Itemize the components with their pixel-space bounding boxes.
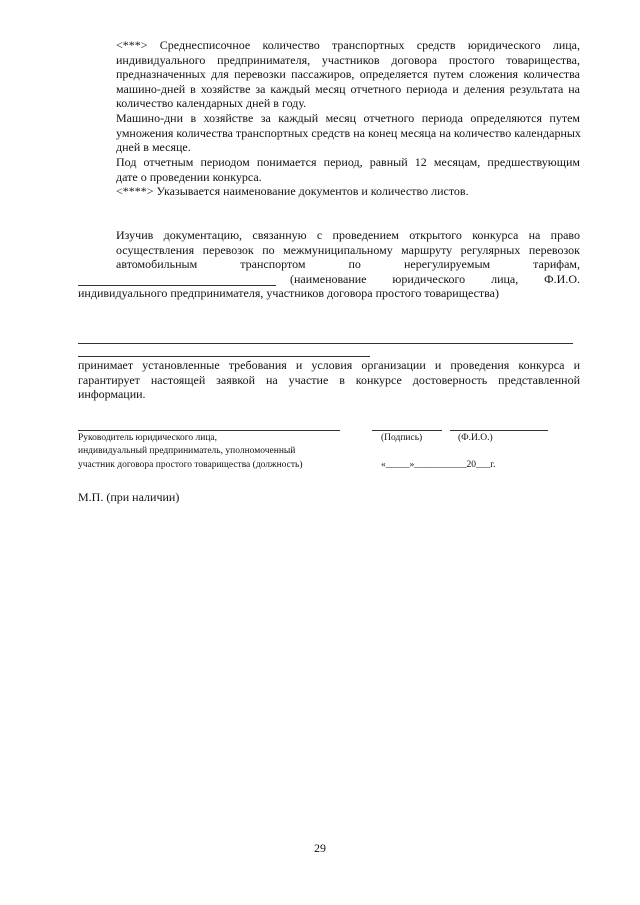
page-number: 29 <box>314 841 326 855</box>
text-line: Машино-дни в хозяйстве за каждый месяц отчетного периода определяются путем <box>116 111 580 125</box>
name-label: (Ф.И.О.) <box>458 433 493 443</box>
text-line: осуществления перевозок по межмуниципальному маршруту регулярных перевозок <box>116 242 580 257</box>
text-line: <***> Среднесписочное количество транспортных средств юридического лица, <box>116 38 580 52</box>
text-line: машино-дней в хозяйстве за каждый месяц отчетного периода и деления результата на <box>116 81 580 96</box>
text-line: <****> Указывается наименование документов и количество листов. <box>116 184 469 198</box>
footnote-average-vehicles <box>78 38 580 111</box>
reporting-period-paragraph <box>78 155 580 184</box>
date-field: «_____»___________20___г. <box>381 460 496 470</box>
text-line: гарантирует настоящей заявкой на участие в конкурсе достоверность представленной <box>78 372 580 387</box>
stamp-note: М.П. (при наличии) <box>78 490 180 504</box>
applicant-caption-line1: (наименование юридического лица, Ф.И.О. <box>290 272 580 286</box>
applicant-caption-line2: индивидуального предпринимателя, участников договора простого товарищества) <box>78 286 499 300</box>
text-line: автомобильным транспортом по нерегулируемым тарифам, <box>116 257 580 272</box>
signature-rule <box>372 430 442 431</box>
machine-days-paragraph <box>78 111 580 155</box>
text-line: информации. <box>78 387 146 402</box>
name-rule <box>450 430 548 431</box>
text-line: Изучив документацию, связанную с проведением открытого конкурса на право <box>116 228 580 242</box>
role-rule <box>78 430 340 431</box>
text-line: Под отчетным периодом понимается период, равный 12 месяцам, предшествующим <box>116 155 580 169</box>
text-line: индивидуального предпринимателя, участников договора простого товарищества, <box>116 52 580 67</box>
text-line: дате о проведении конкурса. <box>116 169 262 184</box>
text-line: количество календарных дней в году. <box>116 96 307 111</box>
footnote-documents <box>78 184 580 199</box>
text-line: дней в месяце. <box>116 140 191 155</box>
text-line: принимает установленные требования и условия организации и проведения конкурса и <box>78 358 580 372</box>
acceptance-paragraph <box>78 358 580 402</box>
fill-line <box>78 356 370 357</box>
signer-role-line3: участник договора простого товарищества (должность) <box>78 460 303 470</box>
application-intro-paragraph <box>78 228 580 272</box>
signer-role-line2: индивидуальный предприниматель, уполномоченный <box>78 446 296 456</box>
text-line: умножения количества транспортных средств на конец месяца на количество календарных <box>116 125 581 140</box>
fill-line <box>78 343 573 344</box>
signature-label: (Подпись) <box>381 433 423 443</box>
text-line: предназначенных для перевозки пассажиров, определяется путем сложения количества <box>116 67 580 82</box>
signer-role-line1: Руководитель юридического лица, <box>78 433 218 443</box>
